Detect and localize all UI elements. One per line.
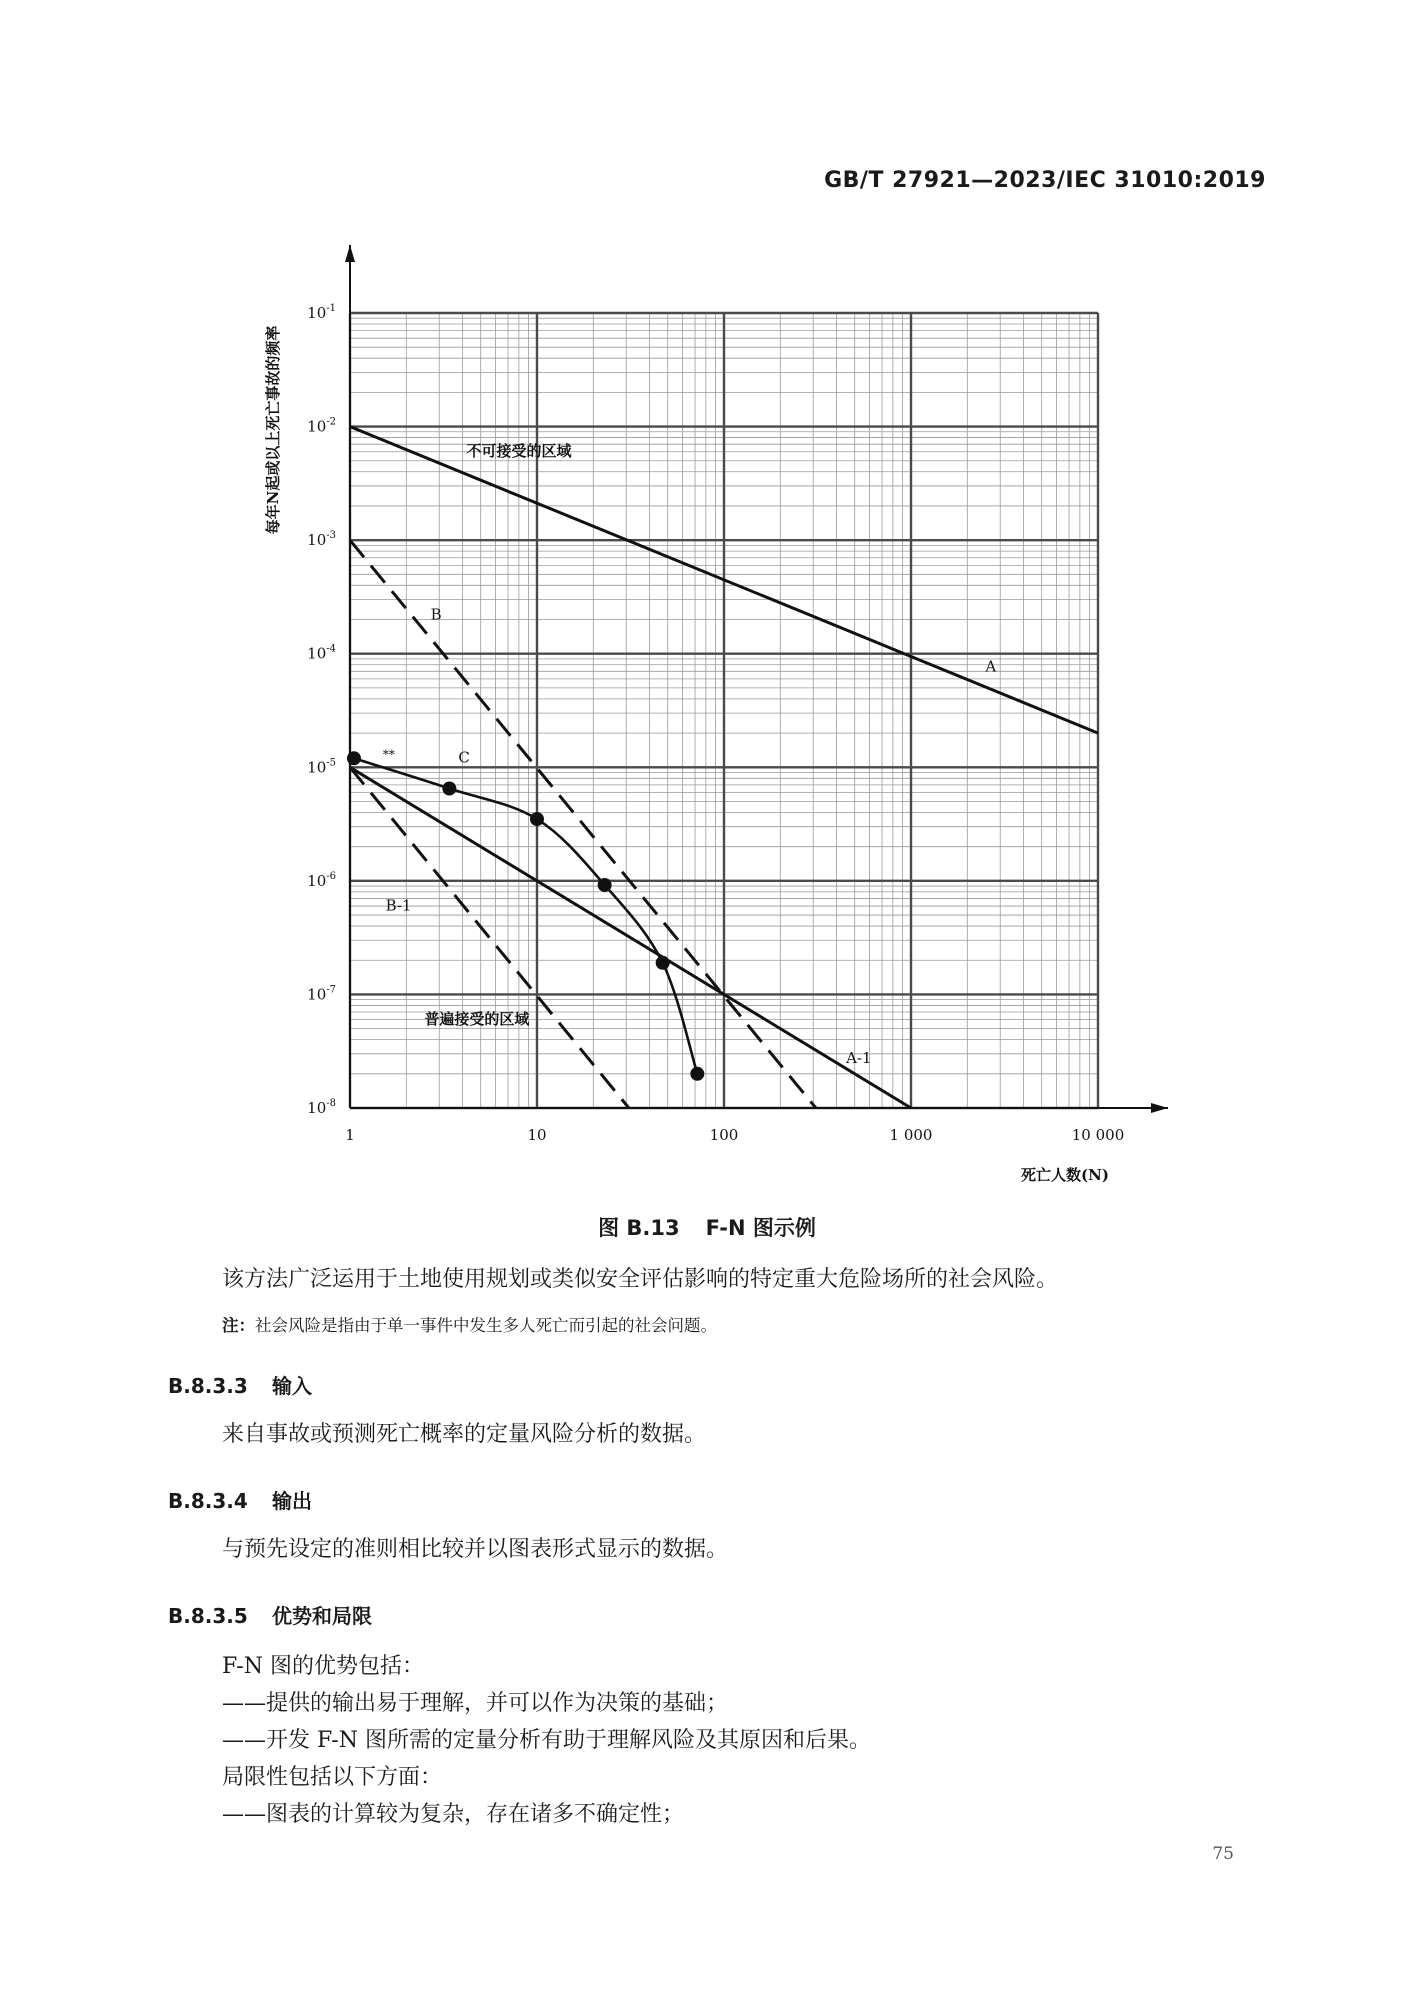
standard-code: GB/T 27921—2023/IEC 31010:2019 (824, 168, 1266, 193)
paragraph-social-risk: 该方法广泛运用于土地使用规划或类似安全评估影响的特定重大危险场所的社会风险。 (222, 1267, 1059, 1292)
series-label-B: B (430, 605, 442, 624)
series-line-B (350, 540, 816, 1108)
data-point (347, 751, 361, 765)
limitations-intro: 局限性包括以下方面： (222, 1765, 443, 1790)
data-point (598, 878, 612, 892)
y-axis-arrow (345, 245, 355, 262)
y-tick-label: $10^{-2}$ (307, 416, 336, 436)
x-axis-label: 死亡人数(N) (1021, 1166, 1109, 1184)
section-heading-input (168, 1370, 312, 1399)
section-title: 输出 (272, 1489, 312, 1513)
marker-note: ** (382, 747, 395, 762)
y-tick-label: $10^{-1}$ (307, 303, 336, 322)
note-label: 注： (222, 1316, 255, 1335)
figure-title: F-N 图示例 (705, 1216, 816, 1240)
data-point (530, 812, 544, 826)
limitation-item: ——图表的计算较为复杂，存在诸多不确定性； (222, 1802, 685, 1827)
note-text: 社会风险是指由于单一事件中发生多人死亡而引起的社会问题。 (255, 1316, 717, 1335)
section-heading-output (168, 1485, 312, 1514)
x-tick-label: 10 000 (1071, 1126, 1125, 1144)
series-label-C: C (458, 748, 470, 767)
y-tick-label: $10^{-6}$ (307, 870, 336, 890)
section-number: B.8.3.5 (168, 1604, 248, 1628)
y-axis-label: 每年N起或以上死亡事故的频率 (264, 325, 282, 535)
data-point (442, 782, 456, 796)
advantages-intro: F-N 图的优势包括： (222, 1654, 424, 1679)
y-tick-label: $10^{-8}$ (307, 1098, 336, 1117)
x-tick-label: 1 (345, 1126, 355, 1144)
x-tick-label: 1 000 (889, 1126, 933, 1144)
series-line-A-1 (350, 767, 911, 1108)
series-label-A-1: A-1 (846, 1048, 872, 1067)
region-annotation: 普遍接受的区域 (424, 1009, 530, 1028)
y-tick-label: $10^{-4}$ (307, 643, 336, 663)
series-label-B-1: B-1 (385, 896, 412, 915)
x-tick-label: 10 (527, 1126, 547, 1144)
section-number: B.8.3.3 (168, 1374, 248, 1398)
y-tick-label: $10^{-5}$ (307, 757, 336, 777)
series-label-A: A (985, 657, 997, 676)
section-text-input: 来自事故或预测死亡概率的定量风险分析的数据。 (222, 1422, 707, 1447)
figure-caption (0, 1212, 1414, 1242)
data-point (656, 956, 670, 970)
x-axis-arrow (1151, 1103, 1168, 1113)
page-number: 75 (1212, 1844, 1234, 1864)
advantage-item: ——开发 F-N 图所需的定量分析有助于理解风险及其原因和后果。 (222, 1728, 871, 1753)
y-tick-label: $10^{-3}$ (307, 530, 336, 550)
region-annotation: 不可接受的区域 (466, 442, 572, 461)
advantage-item: ——提供的输出易于理解，并可以作为决策的基础； (222, 1691, 729, 1716)
section-text-output: 与预先设定的准则相比较并以图表形式显示的数据。 (222, 1537, 729, 1562)
series-line-B-1 (350, 767, 629, 1108)
y-tick-label: $10^{-7}$ (307, 984, 336, 1004)
section-number: B.8.3.4 (168, 1489, 248, 1513)
data-point (690, 1067, 704, 1081)
section-title: 优势和局限 (272, 1604, 372, 1628)
x-tick-label: 100 (709, 1126, 739, 1144)
figure-label: 图 B.13 (598, 1216, 680, 1240)
note (222, 1312, 717, 1336)
section-heading-strengths (168, 1600, 372, 1629)
section-title: 输入 (272, 1374, 312, 1398)
